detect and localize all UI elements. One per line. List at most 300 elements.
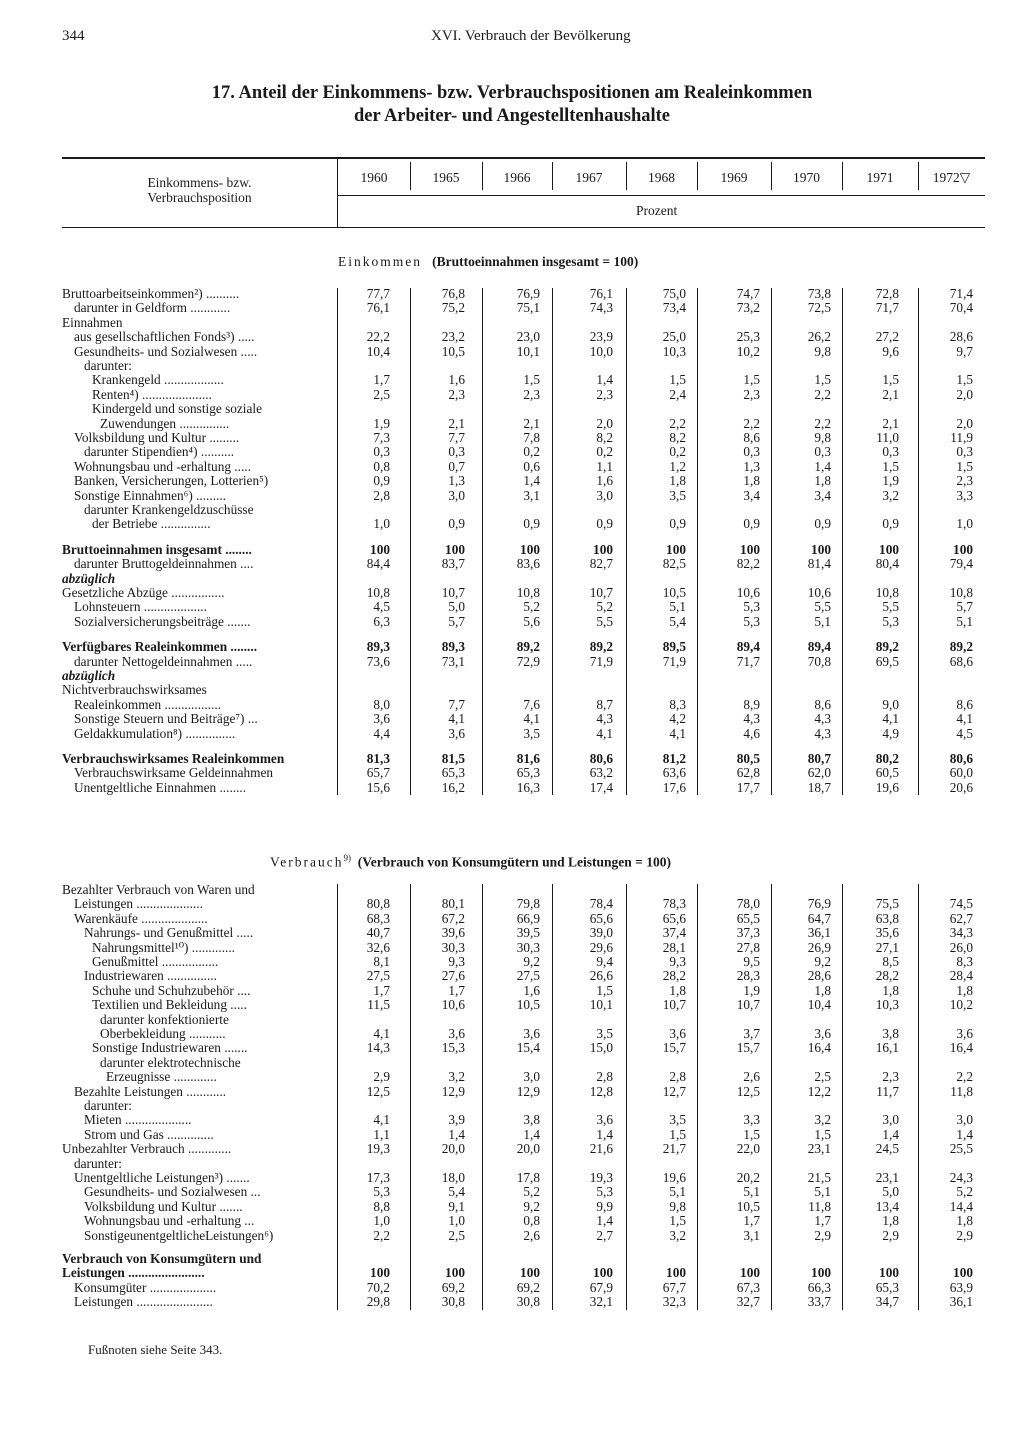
column-divider [410, 884, 411, 1310]
value-cell: 8,5 [882, 954, 899, 969]
value-cell: 8,1 [373, 954, 390, 969]
value-cell: 72,8 [875, 286, 899, 301]
value-cell: 1,5 [814, 372, 831, 388]
chapter-heading: XVI. Verbrauch der Bevölkerung [431, 28, 631, 44]
value-cell: 12,9 [441, 1083, 465, 1099]
value-cell: 100 [811, 541, 831, 557]
value-cell: 100 [953, 1265, 973, 1281]
value-cell: 100 [520, 541, 540, 557]
year-header-cell: 1972▽ [932, 170, 971, 185]
value-cell: 36,1 [807, 925, 831, 941]
value-cell: 7,7 [448, 430, 465, 445]
row-label: darunter Stipendien⁴) .......... [84, 444, 235, 460]
row-label: Genußmittel ................. [92, 954, 219, 969]
value-cell: 78,3 [662, 896, 686, 912]
section-title-consumption-sup: 9) [343, 853, 351, 863]
year-column-divider [410, 162, 411, 190]
value-cell: 62,8 [736, 765, 760, 781]
value-cell: 1,6 [596, 473, 613, 489]
value-cell: 13,4 [875, 1198, 899, 1214]
row-label: SonstigeunentgeltlicheLeistungen⁶) [84, 1227, 274, 1243]
value-cell: 10,2 [736, 343, 760, 359]
value-cell: 2,8 [596, 1069, 613, 1085]
value-cell: 5,7 [448, 613, 465, 629]
row-label: Gesundheits- und Sozialwesen ..... [74, 343, 258, 359]
row-label: Warenkäufe .................... [74, 910, 208, 926]
table-title-line2: der Arbeiter- und Angestelltenhaushalte [353, 106, 671, 126]
value-cell: 5,4 [669, 613, 686, 629]
row-label: Strom und Gas .............. [84, 1126, 214, 1142]
value-cell: 71,4 [949, 286, 973, 301]
value-cell: 30,8 [516, 1294, 540, 1310]
value-cell: 4,1 [956, 711, 973, 727]
value-cell: 73,8 [807, 286, 831, 301]
year-column-divider [552, 162, 553, 190]
value-cell: 9,8 [814, 343, 831, 359]
value-cell: 10,0 [589, 343, 613, 359]
value-cell: 4,1 [373, 1026, 390, 1041]
value-cell: 10,4 [366, 343, 390, 359]
value-cell: 10,6 [807, 585, 831, 600]
value-cell: 4,1 [882, 711, 899, 727]
value-cell: 70,4 [949, 300, 973, 316]
value-cell: 0,2 [523, 444, 540, 460]
value-cell: 3,5 [669, 1112, 686, 1128]
value-cell: 2,5 [448, 1227, 465, 1243]
value-cell: 23,1 [875, 1170, 899, 1185]
value-cell: 2,3 [956, 473, 973, 489]
value-cell: 8,8 [373, 1198, 390, 1214]
year-header-cell: 1970 [793, 170, 820, 185]
value-cell: 17,4 [589, 779, 613, 795]
value-cell: 10,8 [366, 585, 390, 600]
value-cell: 2,2 [669, 415, 686, 431]
value-cell: 2,3 [523, 386, 540, 402]
value-cell: 63,9 [949, 1279, 973, 1295]
value-cell: 3,5 [669, 487, 686, 503]
row-label: abzüglich [62, 570, 116, 586]
column-divider [337, 288, 338, 795]
value-cell: 1,8 [956, 982, 973, 998]
value-cell: 32,6 [366, 939, 390, 955]
value-cell: 100 [370, 541, 390, 557]
value-cell: 65,6 [662, 910, 686, 926]
value-cell: 3,6 [814, 1026, 831, 1041]
value-cell: 8,3 [669, 696, 686, 712]
value-cell: 2,3 [596, 386, 613, 402]
value-cell: 100 [879, 541, 899, 557]
value-cell: 76,9 [516, 286, 540, 301]
value-cell: 10,4 [807, 997, 831, 1013]
value-cell: 3,6 [669, 1026, 686, 1041]
row-label: Krankengeld .................. [92, 372, 224, 388]
value-cell: 1,7 [373, 982, 390, 998]
value-cell: 8,9 [743, 696, 760, 712]
footnote: Fußnoten siehe Seite 343. [88, 1342, 223, 1357]
value-cell: 5,3 [743, 613, 760, 629]
value-cell: 1,8 [882, 1213, 899, 1229]
value-cell: 28,4 [949, 968, 973, 984]
value-cell: 0,8 [523, 1213, 540, 1229]
value-cell: 10,7 [441, 585, 465, 600]
value-cell: 37,3 [736, 925, 760, 941]
value-cell: 5,1 [669, 1184, 686, 1200]
value-cell: 10,8 [875, 585, 899, 600]
value-cell: 5,1 [743, 1184, 760, 1200]
value-cell: 28,2 [662, 968, 686, 984]
value-cell: 3,6 [523, 1026, 540, 1041]
value-cell: 66,9 [516, 910, 540, 926]
value-cell: 100 [593, 1265, 613, 1281]
value-cell: 9,8 [669, 1198, 686, 1214]
value-cell: 2,5 [373, 386, 390, 402]
row-label: Wohnungsbau und -erhaltung ... [84, 1213, 255, 1229]
value-cell: 30,8 [441, 1294, 465, 1310]
row-label: Verbrauchswirksames Realeinkommen [62, 751, 285, 766]
value-cell: 74,7 [736, 286, 760, 301]
value-cell: 28,1 [662, 939, 686, 955]
value-cell: 81,5 [441, 751, 465, 766]
value-cell: 2,0 [956, 386, 973, 402]
section-title-consumption-note: (Verbrauch von Konsumgütern und Leistungen = 100) [357, 854, 671, 870]
column-divider [842, 884, 843, 1310]
value-cell: 73,6 [366, 653, 390, 669]
value-cell: 22,0 [736, 1141, 760, 1157]
value-cell: 5,1 [814, 1184, 831, 1200]
value-cell: 10,8 [516, 585, 540, 600]
year-header-cell: 1966 [503, 170, 531, 185]
value-cell: 82,2 [736, 556, 760, 572]
value-cell: 65,7 [366, 765, 390, 781]
value-cell: 1,5 [669, 1213, 686, 1229]
value-cell: 72,5 [807, 300, 831, 316]
row-label: Geldakkumulation⁸) ............... [74, 725, 236, 741]
value-cell: 0,9 [743, 516, 760, 532]
value-cell: 5,5 [882, 599, 899, 615]
value-cell: 3,0 [882, 1112, 899, 1128]
value-cell: 9,2 [523, 1198, 540, 1214]
value-cell: 62,7 [949, 910, 973, 926]
value-cell: 82,5 [662, 556, 686, 572]
value-cell: 5,2 [596, 599, 613, 615]
value-cell: 1,5 [669, 372, 686, 388]
value-cell: 1,5 [814, 1126, 831, 1142]
value-cell: 33,7 [807, 1294, 831, 1310]
value-cell: 1,7 [448, 982, 465, 998]
value-cell: 11,5 [367, 997, 390, 1013]
value-cell: 24,5 [875, 1141, 899, 1157]
value-cell: 12,7 [662, 1083, 686, 1099]
value-cell: 5,4 [448, 1184, 465, 1200]
value-cell: 76,1 [366, 300, 390, 316]
value-cell: 65,3 [875, 1279, 899, 1295]
year-column-divider [918, 162, 919, 190]
value-cell: 3,5 [596, 1026, 613, 1041]
value-cell: 27,5 [516, 968, 540, 984]
value-cell: 9,3 [669, 954, 686, 969]
value-cell: 16,4 [807, 1040, 831, 1056]
value-cell: 3,6 [596, 1112, 613, 1128]
row-label: Nichtverbrauchswirksames [62, 682, 207, 698]
value-cell: 89,4 [736, 639, 760, 655]
value-cell: 29,6 [589, 939, 613, 955]
stub-header-line1: Einkommens- bzw. [147, 175, 252, 190]
value-cell: 11,8 [808, 1198, 831, 1214]
value-cell: 0,3 [882, 444, 899, 460]
value-cell: 16,4 [949, 1040, 973, 1056]
value-cell: 89,5 [662, 639, 686, 655]
value-cell: 4,6 [743, 725, 760, 741]
row-label: Schuhe und Schuhzubehör .... [92, 982, 251, 998]
value-cell: 1,8 [814, 982, 831, 998]
value-cell: 0,8 [373, 458, 390, 474]
value-cell: 100 [666, 1265, 686, 1281]
value-cell: 23,1 [807, 1141, 831, 1157]
value-cell: 2,0 [596, 415, 613, 431]
value-cell: 9,6 [882, 343, 899, 359]
value-cell: 3,6 [373, 711, 390, 727]
year-header-cell: 1969 [720, 170, 748, 185]
value-cell: 2,3 [743, 386, 760, 402]
value-cell: 2,1 [882, 415, 899, 431]
value-cell: 4,1 [448, 711, 465, 727]
value-cell: 23,9 [589, 329, 613, 345]
value-cell: 1,8 [882, 982, 899, 998]
value-cell: 75,0 [662, 286, 686, 301]
value-cell: 0,6 [523, 458, 540, 474]
value-cell: 0,9 [669, 516, 686, 532]
value-cell: 68,6 [949, 653, 973, 669]
year-header-cell: 1965 [432, 170, 460, 185]
value-cell: 63,6 [662, 765, 686, 781]
value-cell: 21,7 [662, 1141, 686, 1157]
value-cell: 67,2 [441, 910, 465, 926]
value-cell: 12,5 [366, 1083, 390, 1099]
value-cell: 7,7 [448, 696, 465, 712]
value-cell: 1,1 [373, 1126, 390, 1142]
value-cell: 5,6 [523, 613, 540, 629]
row-label: Bruttoarbeitseinkommen²) .......... [62, 286, 240, 301]
value-cell: 15,0 [589, 1040, 613, 1056]
value-cell: 3,0 [596, 487, 613, 503]
value-cell: 73,1 [441, 653, 465, 669]
value-cell: 1,9 [882, 473, 899, 489]
value-cell: 26,9 [807, 939, 831, 955]
value-cell: 0,9 [596, 516, 613, 532]
value-cell: 12,9 [516, 1083, 540, 1099]
section-title-income [338, 254, 638, 270]
value-cell: 1,5 [743, 372, 760, 388]
value-cell: 7,3 [373, 430, 390, 445]
value-cell: 26,2 [807, 329, 831, 345]
value-cell: 3,2 [669, 1227, 686, 1243]
value-cell: 18,7 [807, 779, 831, 795]
value-cell: 28,3 [736, 968, 760, 984]
value-cell: 20,0 [516, 1141, 540, 1157]
value-cell: 2,0 [956, 415, 973, 431]
row-label: Nahrungs- und Genußmittel ..... [84, 925, 254, 941]
row-label: Zuwendungen ............... [100, 415, 230, 431]
value-cell: 27,5 [366, 968, 390, 984]
value-cell: 1,5 [743, 1126, 760, 1142]
column-divider [337, 884, 338, 1310]
value-cell: 4,3 [596, 711, 613, 727]
value-cell: 4,5 [373, 599, 390, 615]
value-cell: 100 [666, 541, 686, 557]
value-cell: 65,5 [736, 910, 760, 926]
value-cell: 3,6 [956, 1026, 973, 1041]
value-cell: 3,4 [743, 487, 760, 503]
year-header-cell: 1967 [575, 170, 603, 185]
value-cell: 1,4 [448, 1126, 465, 1142]
value-cell: 79,8 [516, 896, 540, 912]
value-cell: 25,3 [736, 329, 760, 345]
value-cell: 81,2 [662, 751, 686, 766]
value-cell: 64,7 [807, 910, 831, 926]
value-cell: 32,1 [589, 1294, 613, 1310]
value-cell: 19,3 [589, 1170, 613, 1185]
value-cell: 4,9 [882, 725, 899, 741]
value-cell: 6,3 [373, 613, 390, 629]
row-label: der Betriebe ............... [92, 516, 211, 532]
value-cell: 10,1 [589, 997, 613, 1013]
value-cell: 1,0 [373, 1213, 390, 1229]
value-cell: 2,2 [743, 415, 760, 431]
value-cell: 9,8 [814, 430, 831, 445]
row-label: aus gesellschaftlichen Fonds³) ..... [74, 329, 255, 345]
value-cell: 9,2 [814, 954, 831, 969]
value-cell: 60,5 [875, 765, 899, 781]
value-cell: 67,9 [589, 1279, 613, 1295]
value-cell: 1,8 [814, 473, 831, 489]
value-cell: 75,1 [516, 300, 540, 316]
column-divider [482, 288, 483, 795]
column-divider [771, 884, 772, 1310]
value-cell: 83,7 [441, 556, 465, 572]
value-cell: 15,7 [662, 1040, 686, 1056]
value-cell: 60,0 [949, 765, 973, 781]
value-cell: 79,4 [949, 556, 973, 572]
value-cell: 5,1 [814, 613, 831, 629]
value-cell: 1,5 [523, 372, 540, 388]
value-cell: 4,3 [814, 725, 831, 741]
value-cell: 0,3 [373, 444, 390, 460]
value-cell: 67,7 [662, 1279, 686, 1295]
value-cell: 2,8 [373, 487, 390, 503]
value-cell: 15,4 [516, 1040, 540, 1056]
value-cell: 89,3 [366, 639, 390, 655]
row-label: Verbrauch von Konsumgütern und [62, 1251, 262, 1266]
value-cell: 10,5 [516, 997, 540, 1013]
value-cell: 5,5 [596, 613, 613, 629]
value-cell: 0,9 [882, 516, 899, 532]
value-cell: 89,2 [875, 639, 899, 655]
value-cell: 2,9 [373, 1069, 390, 1085]
row-label: darunter Nettogeldeinnahmen ..... [74, 653, 253, 669]
value-cell: 80,2 [875, 751, 899, 766]
value-cell: 16,2 [441, 779, 465, 795]
value-cell: 35,6 [875, 925, 899, 941]
value-cell: 34,7 [875, 1294, 899, 1310]
value-cell: 1,8 [743, 473, 760, 489]
value-cell: 8,6 [743, 430, 760, 445]
value-cell: 2,1 [523, 415, 540, 431]
value-cell: 89,2 [949, 639, 973, 655]
row-label: Gesundheits- und Sozialwesen ... [84, 1184, 261, 1200]
value-cell: 1,4 [523, 473, 540, 489]
value-cell: 80,4 [875, 556, 899, 572]
column-divider [626, 884, 627, 1310]
value-cell: 89,4 [807, 639, 831, 655]
value-cell: 0,2 [596, 444, 613, 460]
value-cell: 4,5 [956, 725, 973, 741]
value-cell: 10,7 [662, 997, 686, 1013]
value-cell: 0,3 [743, 444, 760, 460]
value-cell: 25,5 [949, 1141, 973, 1157]
value-cell: 100 [370, 1265, 390, 1281]
value-cell: 14,3 [366, 1040, 390, 1056]
value-cell: 1,5 [882, 458, 899, 474]
value-cell: 28,6 [807, 968, 831, 984]
value-cell: 10,6 [736, 585, 760, 600]
value-cell: 40,7 [366, 925, 390, 941]
value-cell: 1,8 [956, 1213, 973, 1229]
value-cell: 70,2 [366, 1279, 390, 1295]
value-cell: 71,9 [589, 653, 613, 669]
value-cell: 3,2 [448, 1069, 465, 1085]
value-cell: 10,3 [662, 343, 686, 359]
value-cell: 100 [445, 1265, 465, 1281]
value-cell: 89,2 [516, 639, 540, 655]
value-cell: 76,9 [807, 896, 831, 912]
value-cell: 1,5 [956, 458, 973, 474]
value-cell: 1,6 [448, 372, 465, 388]
value-cell: 17,3 [366, 1170, 390, 1185]
value-cell: 69,5 [875, 653, 899, 669]
value-cell: 2,9 [882, 1227, 899, 1243]
value-cell: 77,7 [366, 286, 390, 301]
value-cell: 25,0 [662, 329, 686, 345]
page-number: 344 [62, 28, 85, 44]
value-cell: 27,6 [441, 968, 465, 984]
value-cell: 1,0 [956, 516, 973, 532]
value-cell: 21,6 [589, 1141, 613, 1157]
value-cell: 23,2 [441, 329, 465, 345]
year-column-divider [482, 162, 483, 190]
value-cell: 78,4 [589, 896, 613, 912]
row-label: Oberbekleidung ........... [100, 1026, 226, 1041]
value-cell: 3,1 [523, 487, 540, 503]
value-cell: 0,9 [523, 516, 540, 532]
value-cell: 37,4 [662, 925, 686, 941]
value-cell: 11,0 [876, 430, 899, 445]
value-cell: 20,0 [441, 1141, 465, 1157]
value-cell: 4,1 [596, 725, 613, 741]
value-cell: 28,6 [949, 329, 973, 345]
value-cell: 83,6 [516, 556, 540, 572]
value-cell: 81,4 [807, 556, 831, 572]
value-cell: 1,6 [523, 982, 540, 998]
row-label: Sozialversicherungsbeiträge ....... [74, 613, 251, 629]
value-cell: 3,8 [523, 1112, 540, 1128]
row-label: Banken, Versicherungen, Lotterien⁵) [74, 473, 269, 489]
value-cell: 17,7 [736, 779, 760, 795]
value-cell: 3,0 [956, 1112, 973, 1128]
value-cell: 84,4 [366, 556, 390, 572]
value-cell: 26,0 [949, 939, 973, 955]
value-cell: 2,5 [814, 1069, 831, 1085]
value-cell: 71,9 [662, 653, 686, 669]
